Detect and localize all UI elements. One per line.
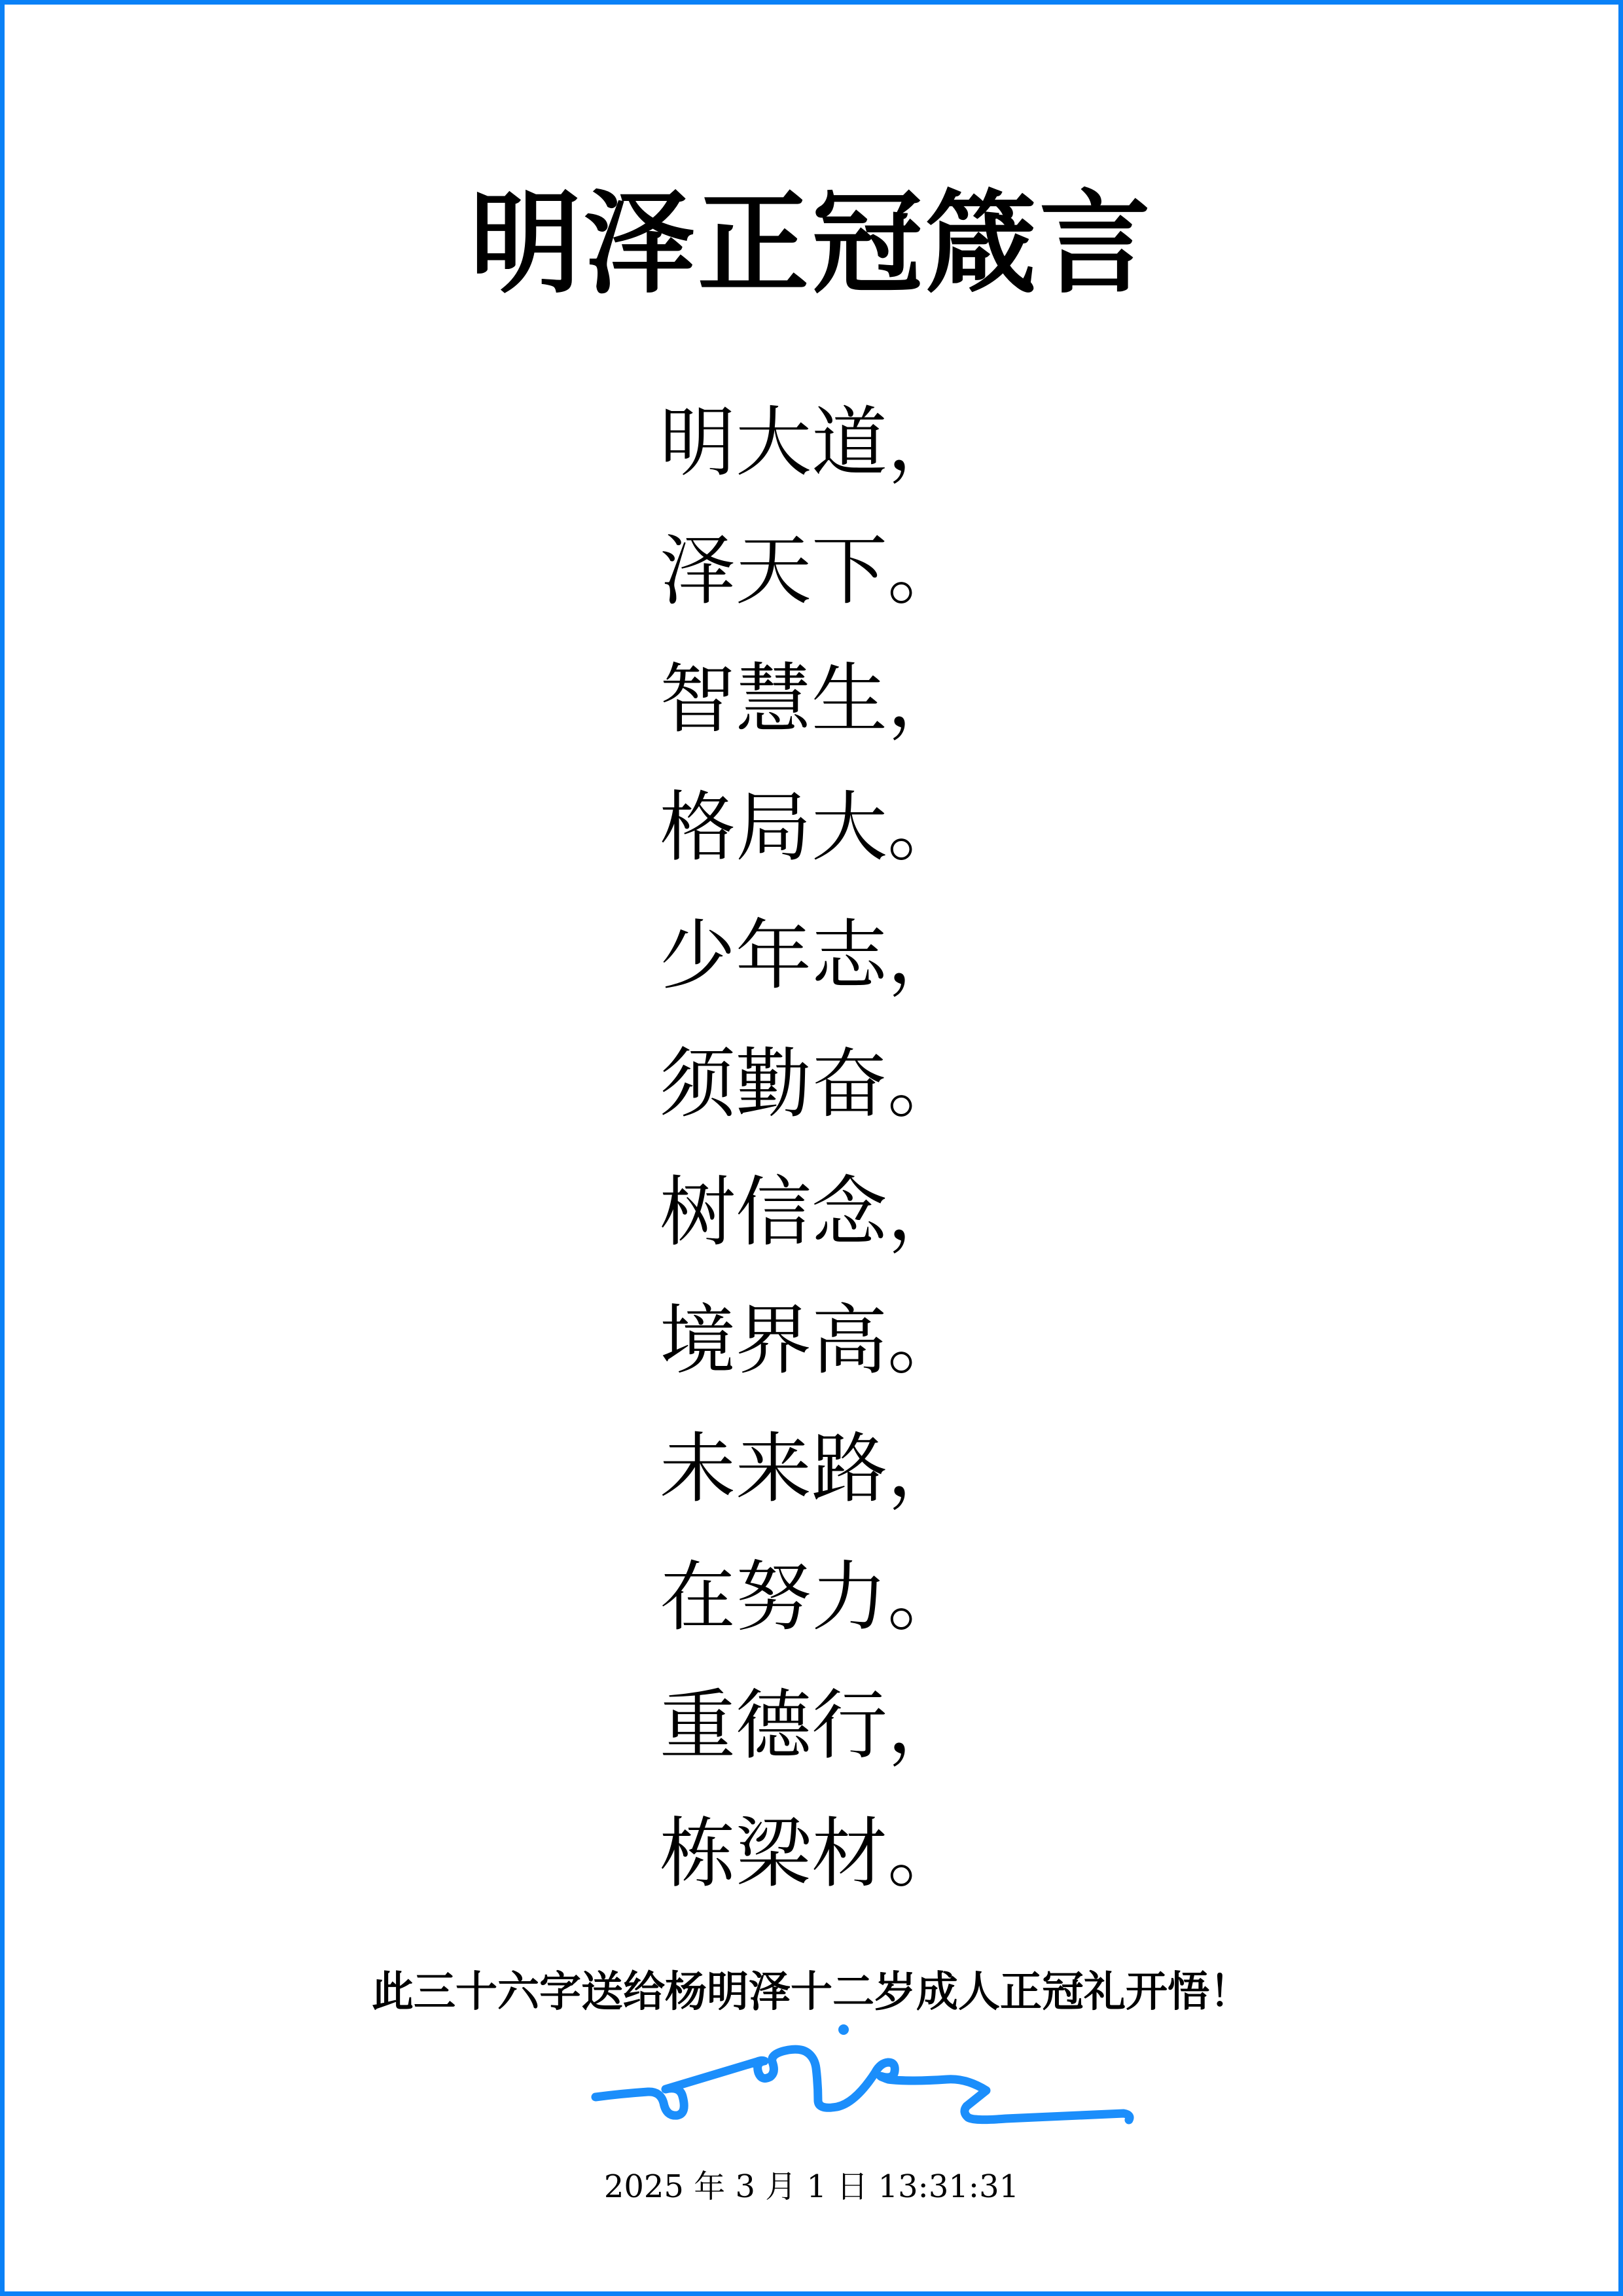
signature-dot (838, 2024, 849, 2035)
document-title: 明泽正冠箴言 (469, 178, 1153, 309)
poem-block (5, 379, 1618, 1918)
poem-line: 境界高。 (660, 1297, 963, 1385)
poem-line: 明大道， (660, 399, 963, 487)
poem-line: 未来路， (660, 1425, 963, 1513)
poem-line: 须勤奋。 (660, 1040, 963, 1128)
signature-svg (580, 2019, 1156, 2140)
signature-scribble (596, 2049, 1130, 2120)
poem-line: 栋梁材。 (660, 1810, 963, 1898)
poem-line: 重德行， (660, 1681, 963, 1770)
timestamp: 2025 年 3 月 1 日 13:31:31 (603, 2168, 1020, 2205)
dedication-line: 此三十六字送给杨明泽十二岁成人正冠礼开悟！ (372, 1967, 1251, 2017)
poem-line: 在努力。 (660, 1553, 963, 1641)
poem-line: 泽天下。 (660, 527, 963, 615)
poem-line: 智慧生， (660, 655, 963, 744)
poem-line: 树信念， (660, 1168, 963, 1257)
signature-area (580, 2019, 1156, 2140)
poem-line: 少年志， (660, 912, 963, 1000)
poem-line: 格局大。 (660, 783, 963, 872)
